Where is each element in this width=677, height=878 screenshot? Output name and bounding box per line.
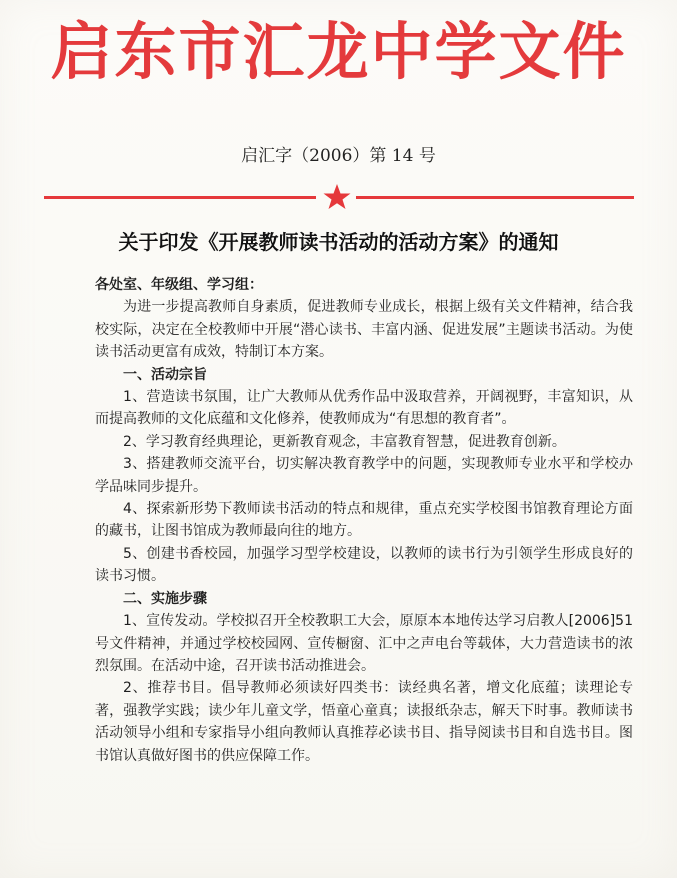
- purpose-item: 4、探索新形势下教师读书活动的特点和规律，重点充实学校图书馆教育理论方面的藏书，让图书馆成为教师最向往的地方。: [95, 501, 633, 540]
- intro-paragraph: 为进一步提高教师自身素质，促进教师专业成长，根据上级有关文件精神，结合我校实际，决定在全校教师中开展“潜心读书、丰富内涵、促进发展”主题读书活动。为使读书活动更富有成效，特制订本方案。: [95, 299, 633, 361]
- step-item: 1、宣传发动。学校拟召开全校教职工大会，原原本本地传达学习启教人[2006]51 号文件精神，并通过学校校园网、宣传橱窗、汇中之声电台等载体，大力营造读书的浓烈氛围。在活动中途，召开读书活动推进会。: [95, 613, 633, 674]
- purpose-item: 1、营造读书氛围，让广大教师从优秀作品中汲取营养，开阔视野，丰富知识，从而提高教师的文化底蕴和文化修养，使教师成为“有思想的教育者”。: [95, 389, 633, 428]
- step-item: 2、推荐书目。倡导教师必须读好四类书：读经典名著，增文化底蕴；读理论专著，强教学实践；读少年儿童文学，悟童心童真；读报纸杂志，解天下时事。教师读书活动领导小组和专家指导小组向教师认真推荐必读书目、指导阅读书目和自选书目。图书馆认真做好图书的供应保障工作。: [95, 680, 633, 764]
- purpose-item: 2、学习教育经典理论，更新教育观念，丰富教育智慧，促进教育创新。: [123, 433, 566, 450]
- notice-body: [95, 274, 633, 767]
- document-number: 启汇字（2006）第 14 号: [241, 146, 436, 166]
- salutation: 各处室、年级组、学习组：: [95, 277, 263, 293]
- section-heading-steps: 二、实施步骤: [123, 590, 207, 607]
- masthead-title: 启东市汇龙中学文件: [50, 15, 627, 88]
- purpose-item: 3、搭建教师交流平台，切实解决教育教学中的问题，实现教师专业水平和学校办学品味同步提升。: [95, 456, 633, 495]
- notice-title: 关于印发《开展教师读书活动的活动方案》的通知: [118, 230, 559, 254]
- red-star-icon: [320, 180, 354, 214]
- section-heading-purpose: 一、活动宗旨: [123, 366, 207, 383]
- purpose-item: 5、创建书香校园，加强学习型学校建设，以教师的读书行为引领学生形成良好的读书习惯。: [95, 545, 633, 585]
- red-rule-left: [44, 196, 316, 199]
- red-rule-right: [356, 196, 634, 199]
